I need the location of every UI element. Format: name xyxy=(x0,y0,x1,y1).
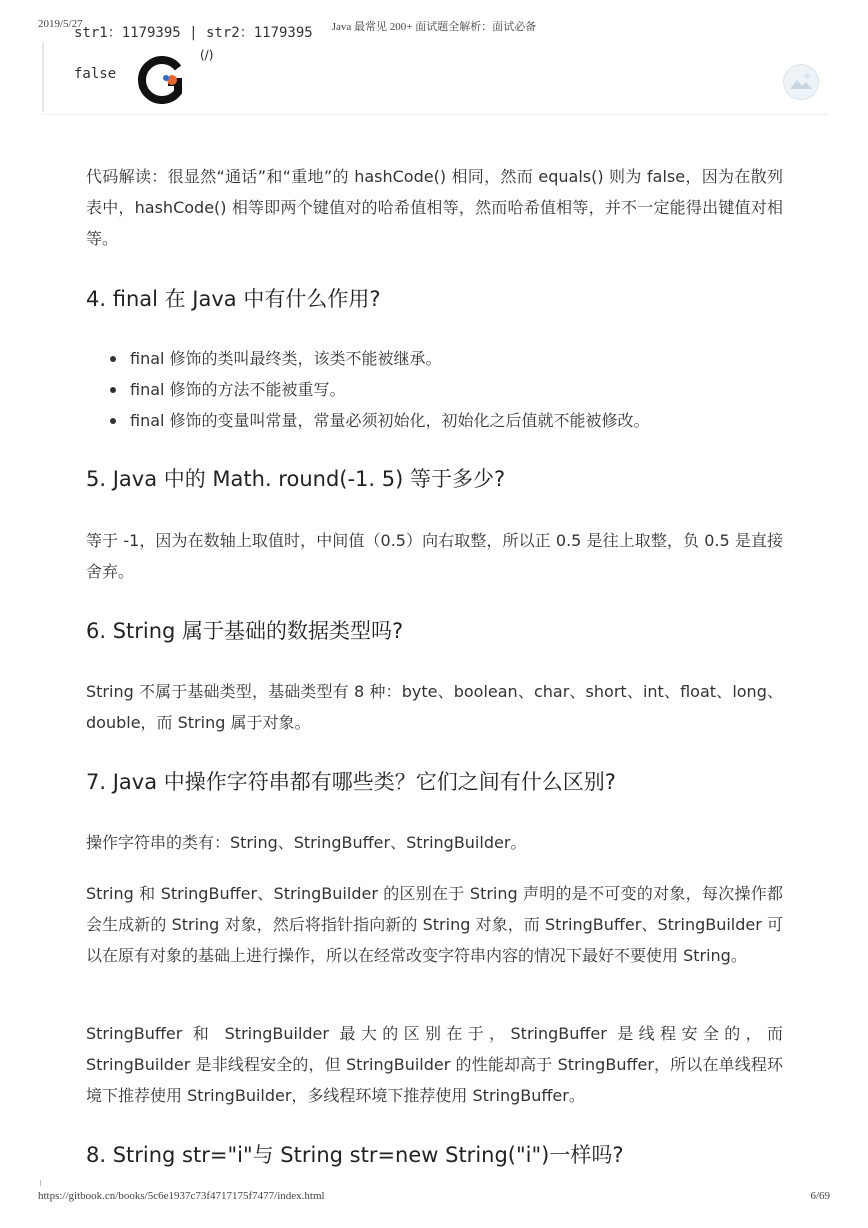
list-item: final 修饰的变量叫常量，常量必须初始化，初始化之后值就不能被修改。 xyxy=(86,405,783,436)
gitbook-logo-icon[interactable] xyxy=(138,56,186,104)
section-paragraph: 等于 -1，因为在数轴上取值时，中间值（0.5）向右取整，所以正 0.5 是往上取整，负 0.5 是直接舍弃。 xyxy=(86,531,783,581)
section-heading-7: 7. Java 中操作字符串都有哪些类？它们之间有什么区别? xyxy=(86,770,616,794)
bullet-icon xyxy=(110,387,116,393)
bullet-icon xyxy=(110,356,116,362)
section-heading-4: 4. final 在 Java 中有什么作用? xyxy=(86,287,381,311)
final-usage-list xyxy=(86,343,783,436)
section-heading-5: 5. Java 中的 Math. round(-1. 5) 等于多少? xyxy=(86,467,506,491)
section-heading-8: 8. String str="i"与 String str=new String("i")一样吗? xyxy=(86,1143,624,1167)
section-paragraph: String 和 StringBuffer、StringBuilder 的区别在于 String 声明的是不可变的对象，每次操作都会生成新的 String 对象，然后将指针指向新的 String 对象，而 StringBuffer、StringBuilder 可以在原有对象的基础上进行操作，所以在经常改变字符串内容的情况下最好不要使用 String。 xyxy=(86,884,783,965)
list-item: final 修饰的方法不能被重写。 xyxy=(86,374,783,405)
section-paragraph: 操作字符串的类有：String、StringBuffer、StringBuilder。 xyxy=(86,833,527,852)
page-number: 6/69 xyxy=(810,1190,830,1202)
list-item: final 修饰的类叫最终类，该类不能被继承。 xyxy=(86,343,783,374)
divider xyxy=(42,114,828,115)
section-paragraph: StringBuffer 和 StringBuilder 最大的区别在于，StringBuffer 是线程安全的，而 StringBuilder 是非线程安全的，但 StringBuilder 的性能却高于 StringBuffer，所以在单线程环境下推荐使用 StringBuilder，多线程环境下推荐使用 StringBuffer。 xyxy=(86,1024,783,1105)
print-date: 2019/5/27 xyxy=(38,18,83,30)
avatar[interactable] xyxy=(783,64,819,100)
section-heading-6: 6. String 属于基础的数据类型吗? xyxy=(86,619,404,643)
print-url: https://gitbook.cn/books/5c6e1937c73f4717175f7477/index.html xyxy=(38,1190,325,1202)
code-explanation: 代码解读：很显然“通话”和“重地”的 hashCode() 相同，然而 equals() 则为 false，因为在散列表中，hashCode() 相等即两个键值对的哈希值相等，然而哈希值相等，并不一定能得出键值对相等。 xyxy=(86,167,783,248)
code-line-result: false xyxy=(74,66,117,82)
bullet-icon xyxy=(110,418,116,424)
print-footer xyxy=(0,1190,868,1210)
code-line-output: str1：1179395 | str2：1179395 xyxy=(74,25,313,41)
print-title: Java 最常见 200+ 面试题全解析：面试必备 xyxy=(331,21,537,33)
logo-link-text[interactable]: (/) xyxy=(200,48,214,62)
section-paragraph: String 不属于基础类型，基础类型有 8 种：byte、boolean、char、short、int、float、long、double，而 String 属于对象。 xyxy=(86,682,783,732)
divider xyxy=(40,1180,41,1186)
